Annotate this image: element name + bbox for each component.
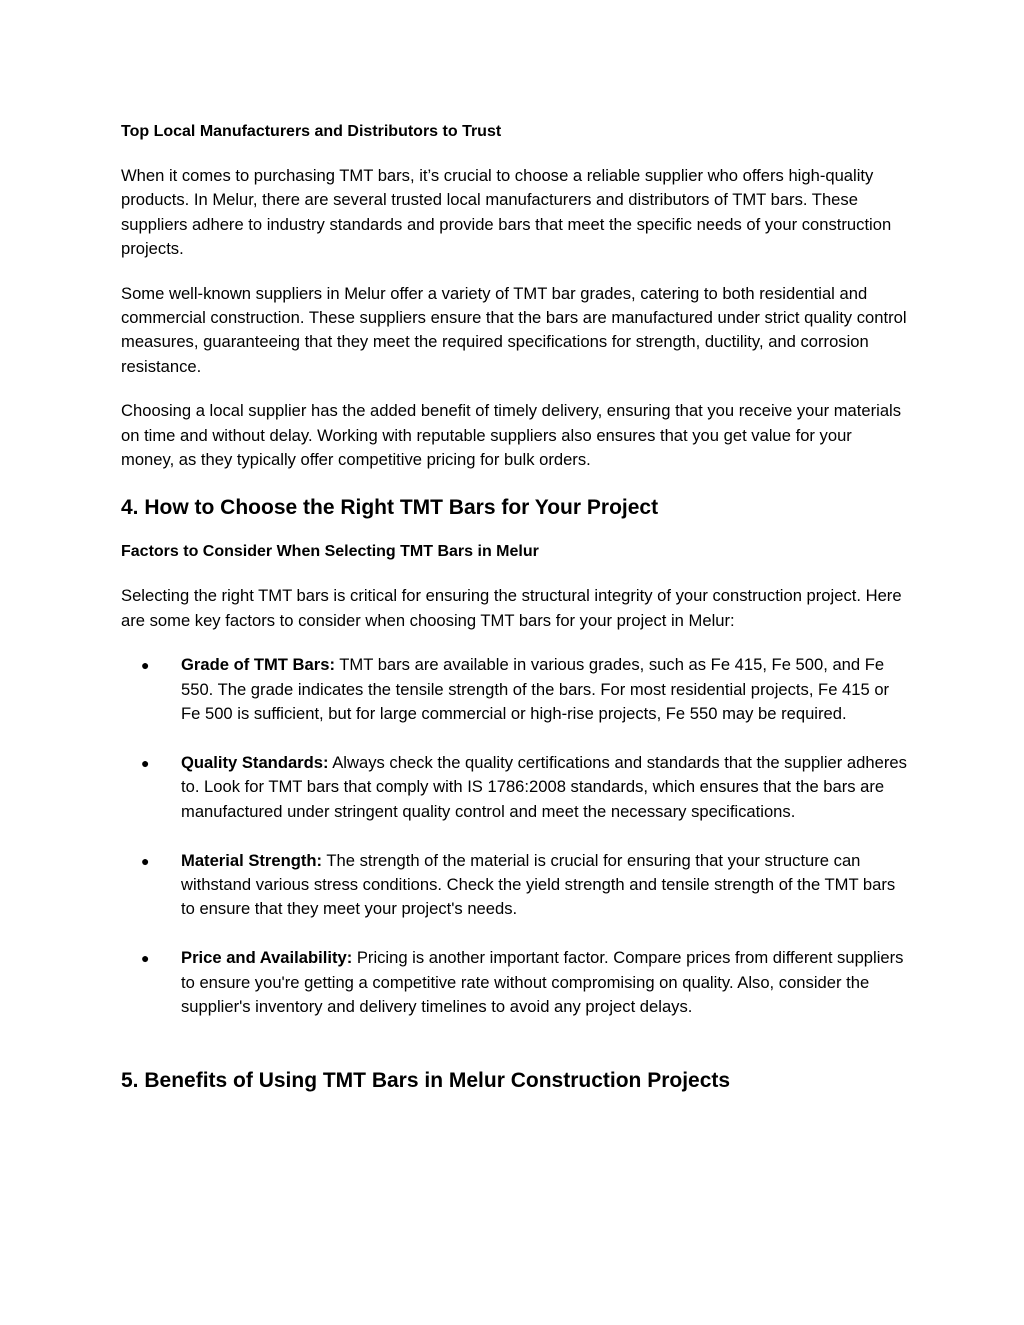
list-item-grade: [121, 653, 907, 726]
bullet-title: Grade of TMT Bars:: [181, 655, 335, 675]
bullet-icon: ●: [141, 754, 150, 771]
section-4-heading: 4. How to Choose the Right TMT Bars for Your Project: [121, 496, 659, 520]
suppliers-paragraph-1: When it comes to purchasing TMT bars, it’s crucial to choose a reliable supplier who offers high-quality products. In Melur, there are several trusted local manufacturers and distributors of TMT bars. These suppliers adhere to industry standards and provide bars that meet the specific needs of your construction projects.: [121, 166, 892, 259]
top-suppliers-subheading: Top Local Manufacturers and Distributors to Trust: [121, 123, 502, 140]
factors-list: [121, 653, 907, 1019]
suppliers-paragraph-2: Some well-known suppliers in Melur offer a variety of TMT bar grades, catering to both residential and commercial construction. These suppliers ensure that the bars are manufactured under strict quality control measures, guaranteeing that they meet the required specifications for strength, ductility, and corrosion resistance.: [121, 283, 907, 376]
suppliers-paragraph-3: Choosing a local supplier has the added benefit of timely delivery, ensuring that you receive your materials on time and without delay. Working with reputable suppliers also ensures that you get value for your money, as they typically offer competitive pricing for bulk orders.: [121, 401, 902, 470]
bullet-icon: ●: [141, 950, 150, 967]
bullet-text: TMT bars are available in various grades, such as Fe 415, Fe 500, and Fe 550. The grade indicates the tensile strength of the bars. For most residential projects, Fe 415 or Fe 500 is sufficient, but for large commercial or high-rise projects, Fe 550 may be required.: [181, 655, 890, 724]
bullet-title: Price and Availability:: [181, 948, 353, 968]
list-item-price: [121, 946, 907, 1019]
list-item-strength: [121, 849, 907, 922]
bullet-icon: ●: [141, 852, 150, 869]
bullet-text: Always check the quality certifications and standards that the supplier adheres to. Look for TMT bars that comply with IS 1786:2008 standards, which ensures that the bars are manufactured under stringent quality control and meet the necessary specifications.: [181, 752, 907, 821]
document-page: [121, 120, 907, 1095]
bullet-title: Material Strength:: [181, 850, 323, 870]
section-5-heading: 5. Benefits of Using TMT Bars in Melur Construction Projects: [121, 1069, 731, 1093]
bullet-title: Quality Standards:: [181, 752, 329, 772]
factors-subheading: Factors to Consider When Selecting TMT Bars in Melur: [121, 543, 539, 561]
bullet-icon: ●: [141, 657, 150, 674]
bullet-text: The strength of the material is crucial for ensuring that your structure can withstand various stress conditions. Check the yield strength and tensile strength of the TMT bars to ensure that they meet your project's needs.: [181, 850, 896, 919]
factors-intro-paragraph: Selecting the right TMT bars is critical for ensuring the structural integrity of your construction project. Here are some key factors to consider when choosing TMT bars for your project in Melur:: [121, 586, 902, 630]
list-item-quality: [121, 751, 907, 824]
bullet-text: Pricing is another important factor. Compare prices from different suppliers to ensure you're getting a competitive rate without compromising on quality. Also, consider the supplier's inventory and delivery timelines to avoid any project delays.: [181, 948, 904, 1016]
